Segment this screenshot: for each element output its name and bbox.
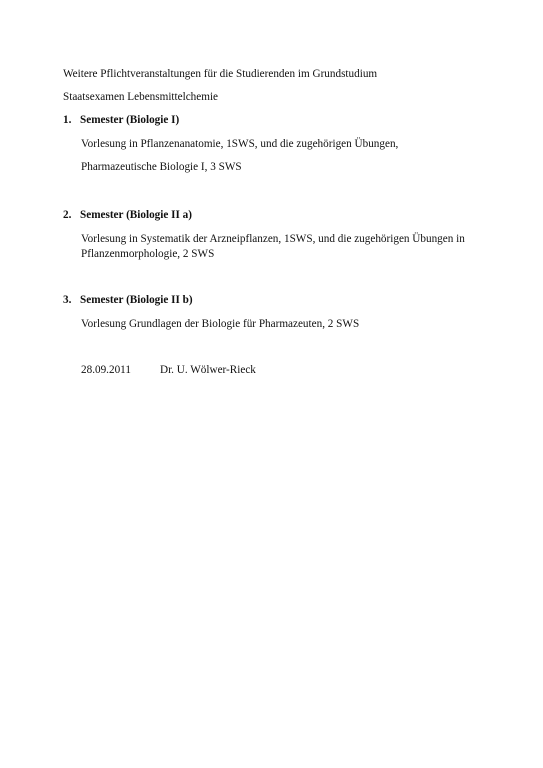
section-1-heading: Semester (Biologie I) bbox=[80, 114, 180, 126]
section-2-line-2: Pflanzenmorphologie, 2 SWS bbox=[81, 248, 215, 260]
footer-date: 28.09.2011 bbox=[81, 364, 131, 376]
section-3-heading-row bbox=[63, 293, 193, 307]
document-title: Weitere Pflichtveranstaltungen für die Studierenden im Grundstudium bbox=[63, 68, 378, 80]
section-2-heading-row bbox=[63, 208, 192, 222]
section-3-line-1: Vorlesung Grundlagen der Biologie für Pharmazeuten, 2 SWS bbox=[81, 318, 360, 330]
document-subtitle: Staatsexamen Lebensmittelchemie bbox=[63, 91, 219, 103]
section-3-number: 3. bbox=[63, 294, 72, 306]
section-1-line-1: Vorlesung in Pflanzenanatomie, 1SWS, und die zugehörigen Übungen, bbox=[81, 138, 399, 150]
section-1-line-2: Pharmazeutische Biologie I, 3 SWS bbox=[81, 161, 242, 173]
section-2-line-1: Vorlesung in Systematik der Arzneipflanzen, 1SWS, und die zugehörigen Übungen in bbox=[81, 233, 465, 245]
footer-author: Dr. U. Wölwer-Rieck bbox=[160, 364, 256, 376]
section-2-heading: Semester (Biologie II a) bbox=[80, 209, 192, 221]
section-3-heading: Semester (Biologie II b) bbox=[80, 294, 193, 306]
section-2-number: 2. bbox=[63, 209, 72, 221]
section-1-heading-row bbox=[63, 113, 179, 127]
section-1-number: 1. bbox=[63, 114, 72, 126]
